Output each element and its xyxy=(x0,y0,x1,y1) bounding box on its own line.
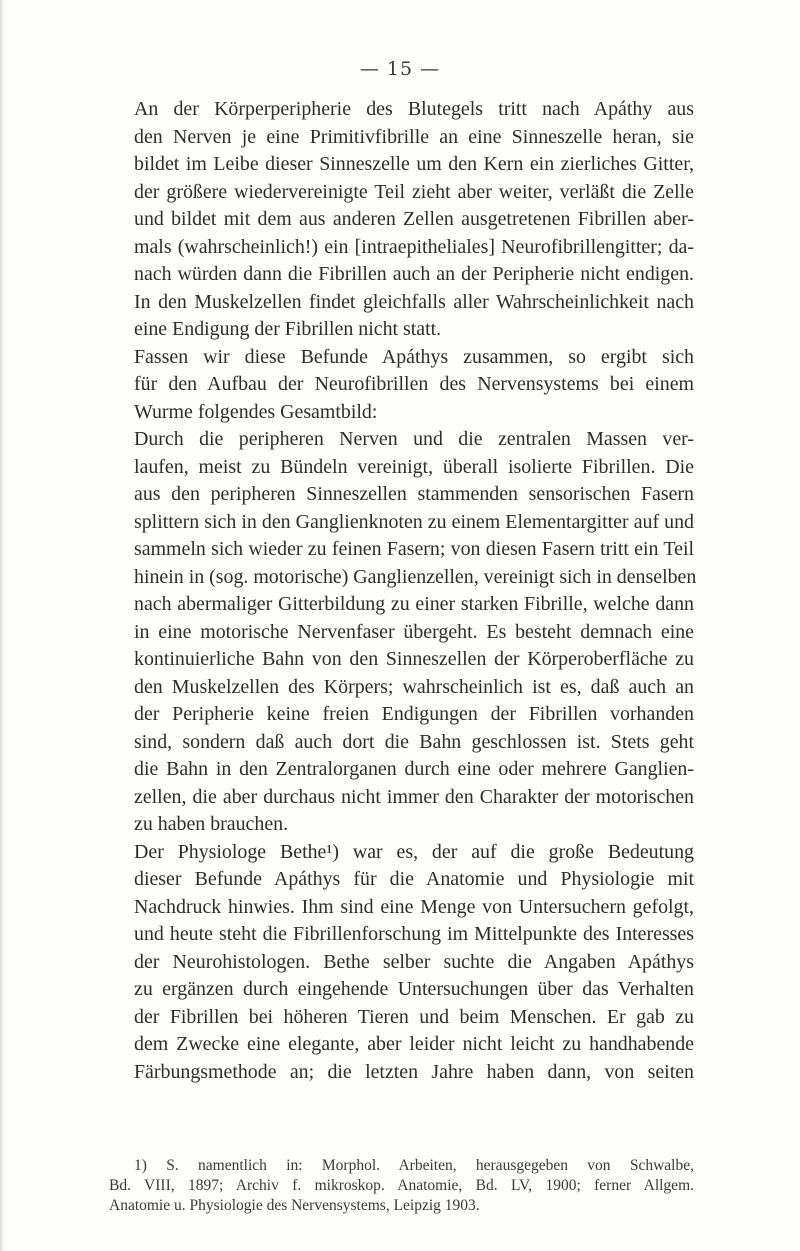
footnote-line: Anatomie u. Physiologie des Nervensystems, Leipzig 1903. xyxy=(109,1197,480,1214)
text-line: dieser Befunde Apáthys für die Anatomie und Physiologie mit xyxy=(134,868,694,890)
footnote xyxy=(109,1156,694,1216)
text-line: nach würden dann die Fibrillen auch an der Peripherie nicht endigen. xyxy=(134,263,694,285)
text-line: eine Endigung der Fibrillen nicht statt. xyxy=(134,318,442,340)
text-line: kontinuierliche Bahn von den Sinneszellen der Körperoberfläche zu xyxy=(134,648,694,670)
text-line: zu ergänzen durch eingehende Untersuchungen über das Verhalten xyxy=(134,978,694,1000)
text-line: Durch die peripheren Nerven und die zentralen Massen ver- xyxy=(134,428,694,450)
text-line: sammeln sich wieder zu feinen Fasern; von diesen Fasern tritt ein Teil xyxy=(134,538,694,560)
text-line: der Neurohistologen. Bethe selber suchte die Angaben Apáthys xyxy=(134,950,694,973)
text-line: die Bahn in den Zentralorganen durch eine oder mehrere Ganglien- xyxy=(134,758,694,780)
text-line: In den Muskelzellen findet gleichfalls aller Wahrscheinlichkeit nach xyxy=(134,290,694,313)
text-line: den Nerven je eine Primitivfibrille an eine Sinneszelle heran, sie xyxy=(134,125,694,148)
text-line: hinein in (sog. motorische) Ganglienzellen, vereinigt sich in denselben xyxy=(134,565,697,588)
text-line: sind, sondern daß auch dort die Bahn geschlossen ist. Stets geht xyxy=(134,730,694,753)
paragraph-4 xyxy=(109,839,694,1087)
text-line: nach abermaliger Gitterbildung zu einer starken Fibrille, welche dann xyxy=(134,593,694,615)
text-line: Der Physiologe Bethe¹) war es, der auf die große Bedeutung xyxy=(134,840,694,863)
text-line: An der Körperperipherie des Blutegels tritt nach Apáthy aus xyxy=(134,98,694,120)
page-edge-shadow xyxy=(0,0,4,1251)
text-line: bildet im Leibe dieser Sinneszelle um den Kern ein zierliches Gitter, xyxy=(134,153,694,175)
page-number: — 15 — xyxy=(359,58,441,80)
text-line: Färbungsmethode an; die letzten Jahre haben dann, von seiten xyxy=(134,1060,694,1083)
text-line: aus den peripheren Sinneszellen stammenden sensorischen Fasern xyxy=(134,483,694,505)
text-line: dem Zwecke eine elegante, aber leider nicht leicht zu handhabende xyxy=(134,1033,694,1055)
footnote-line: Bd. VIII, 1897; Archiv f. mikroskop. Anatomie, Bd. LV, 1900; ferner Allgem. xyxy=(109,1177,694,1194)
footnote-line: 1) S. namentlich in: Morphol. Arbeiten, herausgegeben von Schwalbe, xyxy=(134,1157,694,1174)
text-line: mals (wahrscheinlich!) ein [intraepitheliales] Neurofibrillengitter; da- xyxy=(134,235,694,258)
text-line: zu haben brauchen. xyxy=(134,813,289,835)
text-line: splittern sich in den Ganglienknoten zu einem Elementargitter auf und xyxy=(134,510,694,533)
text-line: der größere wiedervereinigte Teil zieht aber weiter, verläßt die Zelle xyxy=(134,180,694,203)
text-line: zellen, die aber durchaus nicht immer den Charakter der motorischen xyxy=(134,785,694,808)
text-line: und heute steht die Fibrillenforschung im Mittelpunkte des Interesses xyxy=(134,923,694,945)
text-line: der Peripherie keine freien Endigungen der Fibrillen vorhanden xyxy=(134,703,694,725)
text-line: in eine motorische Nervenfaser übergeht. Es besteht demnach eine xyxy=(134,620,694,643)
text-line: den Muskelzellen des Körpers; wahrscheinlich ist es, daß auch an xyxy=(134,675,694,698)
text-line: Wurme folgendes Gesamtbild: xyxy=(134,400,378,423)
text-line: der Fibrillen bei höheren Tieren und beim Menschen. Er gab zu xyxy=(134,1005,694,1028)
text-line: laufen, meist zu Bündeln vereinigt, überall isolierte Fibrillen. Die xyxy=(134,455,694,478)
paragraph-3 xyxy=(109,426,697,839)
text-line: für den Aufbau der Neurofibrillen des Nervensystems bei einem xyxy=(134,373,694,395)
paragraph-2 xyxy=(109,344,694,427)
text-line: Fassen wir diese Befunde Apáthys zusammen, so ergibt sich xyxy=(134,345,694,368)
paragraph-1 xyxy=(109,96,694,344)
body-text xyxy=(109,96,697,1086)
text-line: Nachdruck hinwies. Ihm sind eine Menge von Untersuchern gefolgt, xyxy=(134,895,694,918)
text-line: und bildet mit dem aus anderen Zellen ausgetretenen Fibrillen aber- xyxy=(134,208,694,230)
